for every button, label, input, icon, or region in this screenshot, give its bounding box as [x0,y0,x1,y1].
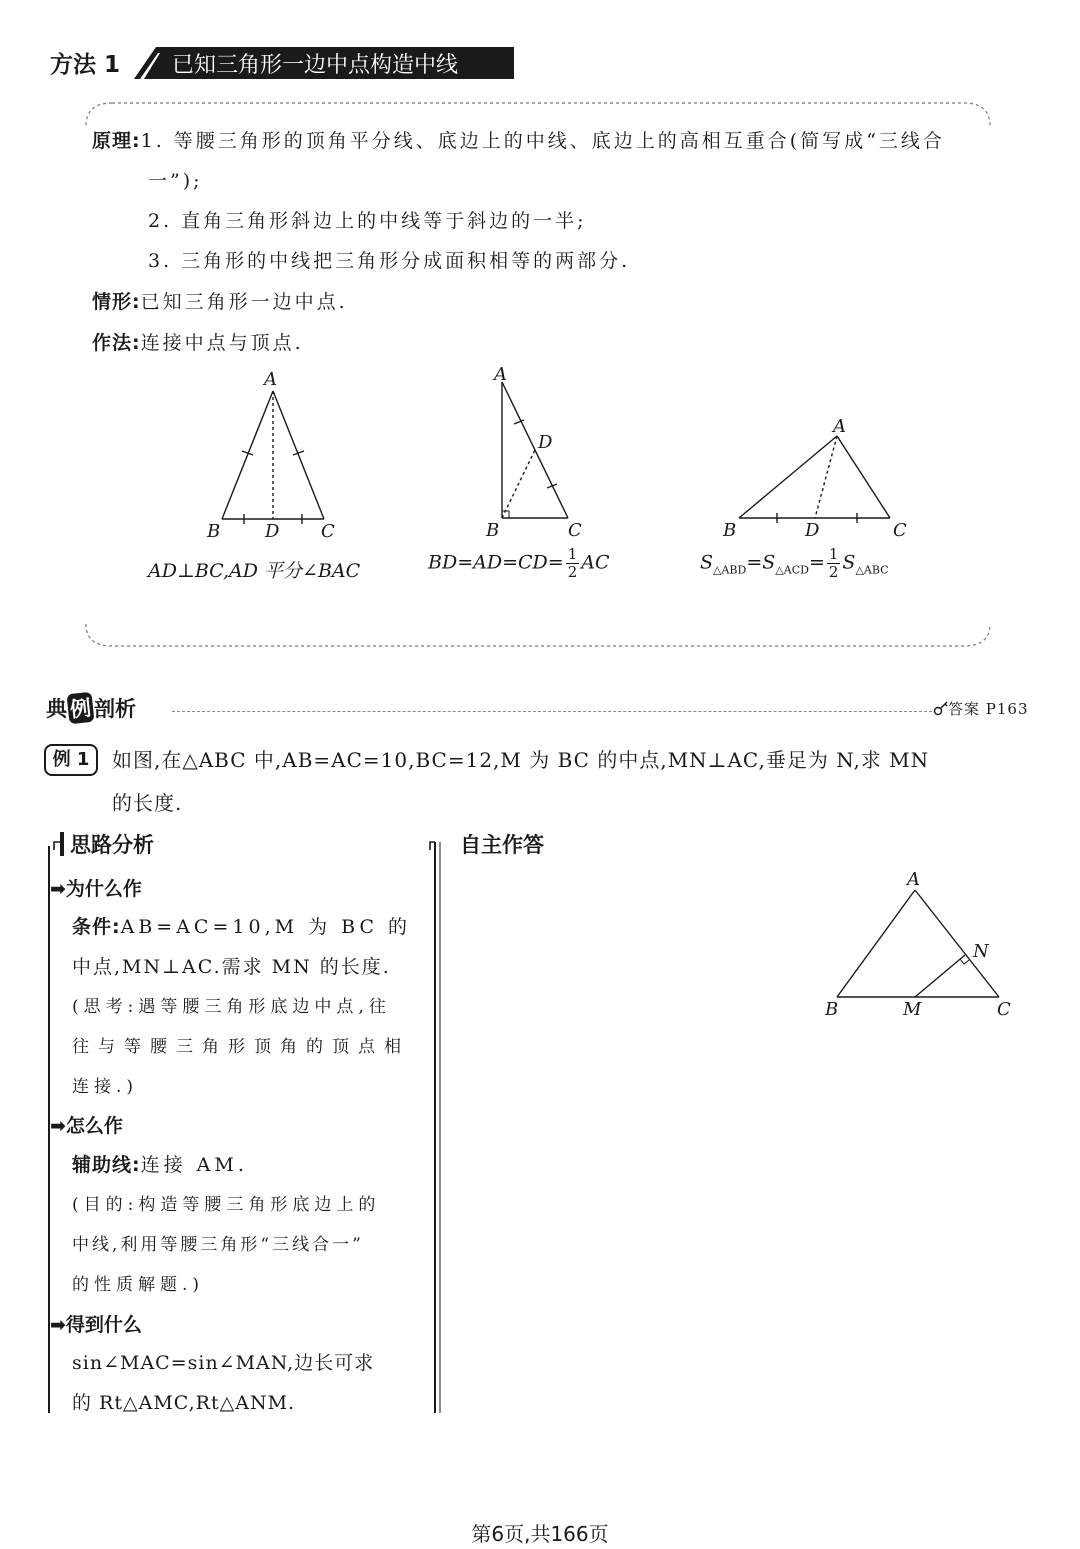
situation-label: 情形: [92,291,141,313]
ex-fig-label-m: M [903,999,922,1020]
analysis-title: 思路分析 [70,833,154,857]
ex-fig-label-n: N [973,941,989,962]
situation-line [92,287,348,314]
fig3-eq-1: = [746,551,763,574]
principle-item-1-cont: 一”); [148,170,203,192]
example-text-line-2: 的长度. [112,791,183,815]
fig3-label-a: A [833,416,846,437]
fig2-label-d: D [538,432,553,453]
principle-item-1: 1. 等腰三角形的顶角平分线、底边上的中线、底边上的高相互重合(简写成“三线合 [140,130,945,152]
construction-line [92,328,304,355]
construction-text: 连接中点与顶点. [140,332,304,354]
how-heading: ➡怎么作 [50,1115,123,1137]
example-figure-triangle [815,865,1025,1025]
fig1-caption: AD⊥BC,AD 平分∠BAC [148,560,361,582]
example-title-post: 剖析 [94,697,136,721]
fig3-s-1: S [700,551,714,574]
fig3-caption [700,546,889,581]
fig3-s-2: S [762,551,776,574]
principle-line-1 [92,126,945,153]
method-title: 已知三角形一边中点构造中线 [172,53,459,78]
aux-line [72,1150,248,1177]
principle-item-2: 2. 直角三角形斜边上的中线等于斜边的一半; [148,210,587,232]
method-label: 方法 1 [50,52,121,78]
purpose-line-1: (目的:构造等腰三角形底边上的 [72,1195,381,1215]
ex-fig-label-b: B [825,999,839,1020]
think-line-2: 往与等腰三角形顶角的顶点相 [72,1037,410,1057]
fig3-sub-acd: △ACD [775,563,809,577]
example-title-pre: 典 [46,697,67,721]
fig1-label-d: D [265,521,280,542]
fig1-label-c: C [321,521,335,542]
fig3-frac-den: 2 [828,563,839,581]
purpose-line-3: 的性质解题.) [72,1275,205,1295]
example-badge: 例 1 [44,744,98,776]
condition-text-1: AB=AC=10,M 为 BC 的 [120,916,412,938]
fig3-label-b: B [723,520,737,541]
fig1-label-b: B [207,521,221,542]
condition-line-1 [72,912,411,939]
fig3-fraction [827,546,841,581]
aux-text: 连接 AM. [140,1154,248,1176]
get-heading: ➡得到什么 [50,1314,142,1336]
example-text-line-1: 如图,在△ABC 中,AB=AC=10,BC=12,M 为 BC 的中点,MN⊥AC,垂足为 N,求 MN [112,748,930,772]
think-line-1: (思考:遇等腰三角形底边中点,往 [72,997,391,1017]
think-line-3: 连接.) [72,1077,139,1097]
figure-median-triangle [715,410,925,550]
fig2-caption-right: AC [581,551,610,574]
ex-fig-label-c: C [997,999,1011,1020]
fig3-sub-abd: △ABD [713,563,747,577]
fig2-frac-num: 1 [567,545,578,563]
aux-label: 辅助线: [72,1154,141,1176]
page-footer: 第6页,共166页 [471,1522,609,1546]
principle-item-3: 3. 三角形的中线把三角形分成面积相等的两部分. [148,250,631,272]
fig3-label-c: C [893,520,907,541]
situation-text: 已知三角形一边中点. [140,291,348,313]
fig2-caption-left: BD=AD=CD= [428,551,564,574]
answer-title: 自主作答 [460,833,544,857]
fig3-s-3: S [842,551,856,574]
fig3-frac-num: 1 [828,545,839,563]
condition-line-2: 中点,MN⊥AC.需求 MN 的长度. [72,956,391,978]
section-divider [172,711,932,712]
key-icon [933,700,949,716]
fig2-caption [428,546,610,581]
fig3-label-d: D [805,520,820,541]
get-line-1: sin∠MAC=sin∠MAN,边长可求 [72,1352,375,1374]
get-line-2: 的 Rt△AMC,Rt△ANM. [72,1392,296,1414]
fig3-eq-2: = [808,551,825,574]
fig2-label-a: A [494,364,507,385]
fig2-frac-den: 2 [567,563,578,581]
ex-fig-label-a: A [907,869,920,890]
figure-right-triangle [478,360,608,550]
fig2-fraction [566,546,580,581]
construction-label: 作法: [92,332,141,354]
figure-isosceles-triangle [195,365,355,550]
example-section-title [46,693,136,723]
principle-label: 原理: [92,130,141,152]
fig1-label-a: A [264,369,277,390]
condition-label: 条件: [72,916,121,938]
purpose-line-2: 中线,利用等腰三角形“三线合一” [72,1235,364,1255]
fig2-label-c: C [568,520,582,541]
example-title-badge: 例 [67,692,95,724]
answer-reference: 答案 P163 [948,700,1029,718]
why-heading: ➡为什么作 [50,878,142,900]
fig3-sub-abc: △ABC [855,563,889,577]
fig2-label-b: B [486,520,500,541]
